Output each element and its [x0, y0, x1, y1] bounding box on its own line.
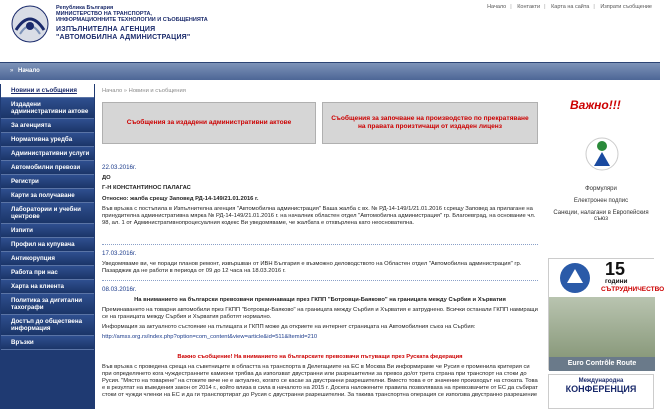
sidebar-item-cards[interactable]: Карти за получаване [1, 189, 94, 203]
sidebar-item-jobs[interactable]: Работа при нас [1, 266, 94, 280]
article-subject: Относно: жалба срещу Заповед РД-14-149/21.01.2016 г. [102, 196, 259, 202]
sidebar-item-transport[interactable]: Автомобилни превози [1, 161, 94, 175]
banner-cooperation-label: СЪТРУДНИЧЕСТВО [601, 286, 664, 293]
forms-link[interactable]: Формуляри [585, 186, 617, 192]
news-article-4 [102, 354, 538, 402]
conference-label-big: КОНФЕРЕНЦИЯ [565, 384, 637, 394]
topnav-home-link[interactable]: Начало [487, 4, 507, 10]
news-article-3 [102, 280, 538, 344]
article-body: Преминаването на товарни автомобили през ГКПП "Ботровци-Баяково" на границата между Сърбия и Хърватия е затруднено. Всички останали ГКПП намиращи се на границата между Сърбия и Хърватия работят нормално. [102, 307, 538, 320]
banner-years-label: години [605, 278, 628, 285]
article-addressee: ДО [102, 175, 111, 181]
article-body: Уведомяваме ви, че поради планов ремонт, извършван от ИВН България е възможно деловодството на Областен отдел "Автомобилна администрация" гр. Пазарджик да не работи в периода от 09 до 12 часа на 18.03.2016 г. [102, 261, 522, 274]
sidebar [0, 84, 95, 409]
sidebar-item-tachographs[interactable]: Политика за дигитални тахографи [1, 294, 94, 315]
emblem-icon [555, 261, 595, 295]
sidebar-item-services[interactable]: Административни услуги [1, 147, 94, 161]
article-body: Във връзка с проведена среща на съветниците в областта на транспорта в Делегациите на ЕС в Москва Ви информираме че Русия е променила критерия си при определянето кога чуждестранните камиони трябва да използват двустранни или разрешителни за превоз до/от трета страна при транспорт на стоки до Русия. "Място на товарене" на стоките вече не е актуално, когато се касае за двустранни разрешителни. Вместо това е от значение произходът на стоката. Това е в резултат на въведения закон от 2014 г., който влиза в сила в началото на 2015 г. Досега наложените правила позволяваха на превозвачите от ЕС да събират стоки от чужди членки на ЕС и да ги транспортират до Русия с двустранни разрешителни. За такива транспортна операция се използва двустранно разрешение [102, 364, 538, 398]
banner-years-number: 15 [605, 259, 626, 279]
article-date: 08.03.2016г. [102, 286, 137, 293]
breadcrumb[interactable]: Начало » Новини и съобщения [102, 88, 186, 94]
banner-euro-control-route: Euro Contrôle Route [549, 357, 655, 371]
alert-boxes [102, 102, 538, 144]
news-article-1 [102, 164, 538, 230]
cooperation-banner[interactable] [548, 258, 664, 370]
article-body: Във връзка с постъпила в Изпълнителна агенция "Автомобилна администрация" Ваша жалба с вх. № РД-14-149/1/21.01.2016 г.срещу Заповед за прилагане на принудителна административна мярка № РД-14-149/21.01.2016 г. на началник областен отдел "Автомобилна администрация" гр. Благоевград, на основание чл. 98, ал. 1 от Административнопроцесуалния кодекс Ви уведомяваме, че жалбата е отхвърлена като неоснователна. [102, 206, 536, 226]
sidebar-item-anticorruption[interactable]: Антикорупция [1, 252, 94, 266]
sidebar-item-legislation[interactable]: Нормативна уредба [1, 133, 94, 147]
article-link[interactable]: http://amss.org.rs/index.php?option=com_content&view=article&id=511&Itemid=210 [102, 334, 318, 340]
topnav-contacts-link[interactable]: Контакти [517, 4, 541, 10]
banner-photo [549, 297, 655, 357]
main-content [100, 84, 540, 409]
navbar-home-link[interactable]: Начало [18, 68, 40, 74]
admin-acts-alert-button[interactable]: Съобщения за издадени административни актове [102, 102, 316, 144]
article-addressee-name: Г-Н КОНСТАНТИНОС ПАЛАГАС [102, 185, 191, 191]
sidebar-item-client-charter[interactable]: Харта на клиента [1, 280, 94, 294]
nav-bar [0, 62, 660, 80]
sidebar-item-exams[interactable]: Изпити [1, 224, 94, 238]
article-body: Информация за актуалното състояние на пътищата и ГКПП може да откриете на интернет страницата на Автомобилния съюз на Сърбия: [102, 324, 476, 330]
sidebar-item-news[interactable]: Новини и съобщения [1, 84, 94, 98]
conference-banner[interactable] [548, 374, 654, 409]
sidebar-item-labs[interactable]: Лаборатории и учебни центрове [1, 203, 94, 224]
right-column [548, 84, 664, 409]
article-divider [102, 244, 538, 245]
article-date: 22.03.2016г. [102, 164, 137, 171]
article-date: 17.03.2016г. [102, 250, 137, 257]
sidebar-item-registers[interactable]: Регистри [1, 175, 94, 189]
topnav-sitemap-link[interactable]: Карта на сайта [551, 4, 590, 10]
important-label[interactable]: Важно!!! [570, 98, 621, 112]
news-article-2 [102, 244, 538, 278]
sidebar-item-admin-acts[interactable]: Издадени административни актове [1, 98, 94, 119]
agency-logo-icon[interactable] [10, 4, 50, 46]
license-termination-alert-button[interactable]: Съобщения за започване на производство по прекратяване на правата произтичащи от издаден лиценз [322, 102, 538, 144]
sidebar-item-links[interactable]: Връзки [1, 336, 94, 350]
site-header [0, 0, 660, 62]
eu-sanctions-link[interactable]: Санкции, налагани в Европейския съюз [553, 210, 649, 222]
article-divider [102, 280, 538, 281]
arrow-icon: » [10, 68, 14, 74]
e-signature-link[interactable]: Електронен подпис [573, 198, 629, 204]
conference-label-small: Международна [578, 378, 624, 384]
agency-title: ИЗПЪЛНИТЕЛНА АГЕНЦИЯ "АВТОМОБИЛНА АДМИНИСТРАЦИЯ" [56, 26, 191, 41]
topnav-send-message-link[interactable]: Изпрати съобщение [600, 4, 652, 10]
sidebar-item-about[interactable]: За агенцията [1, 119, 94, 133]
sidebar-item-public-info[interactable]: Достъп до обществена информация [1, 315, 94, 336]
article-heading: На вниманието на български превозвачи преминаващи през ГКПП "Ботровци-Баяково" на границата между Сърбия и Хърватия [134, 297, 506, 303]
ministry-text: Република България МИНИСТЕРСТВО НА ТРАНСПОРТА, ИНФОРМАЦИОННИТЕ ТЕХНОЛОГИИ И СЪОБЩЕНИЯТА [56, 5, 208, 23]
people-road-safety-icon[interactable] [584, 136, 620, 176]
top-navigation: Начало | Контакти | Карта на сайта | Изпрати съобщение [487, 4, 652, 10]
sidebar-item-buyer-profile[interactable]: Профил на купувача [1, 238, 94, 252]
article-heading: Важно съобщение! На вниманието на българските превозвачи пътуващи през Руската федерация [177, 354, 463, 360]
